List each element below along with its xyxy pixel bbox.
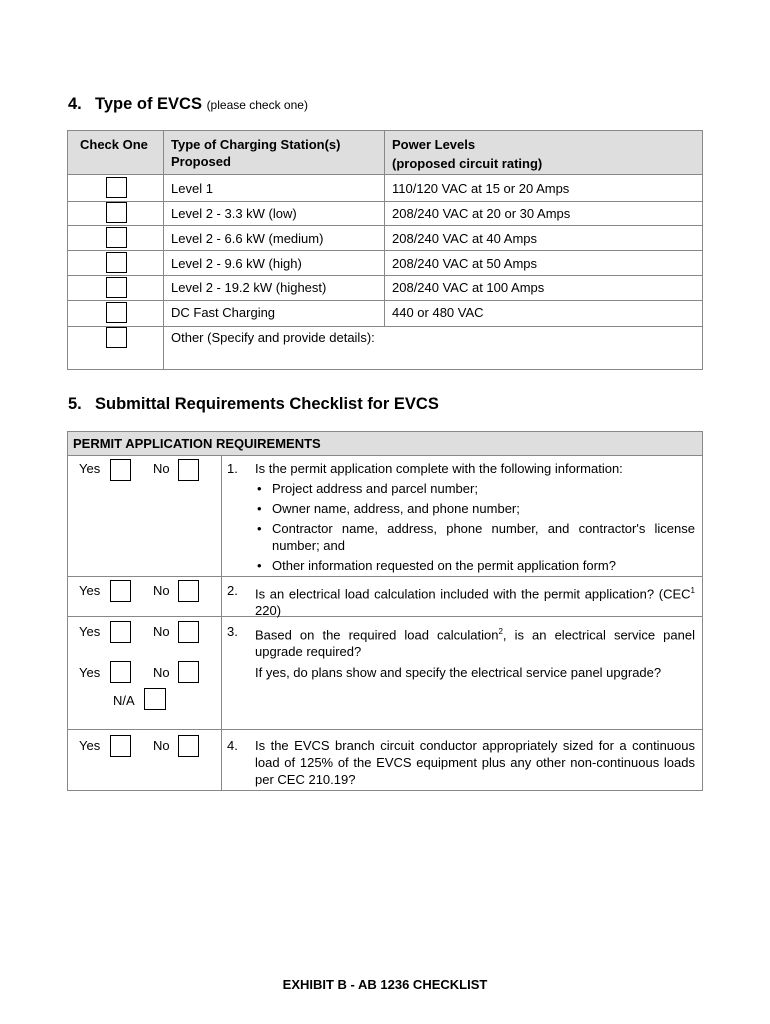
no-label: No: [153, 738, 170, 753]
permit-table-header: PERMIT APPLICATION REQUIREMENTS: [73, 436, 321, 451]
level-1-checkbox[interactable]: [106, 177, 127, 198]
power-level-cell: 208/240 VAC at 50 Amps: [392, 256, 538, 271]
list-item: • Contractor name, address, phone number, and contractor's license number; and: [255, 520, 695, 554]
item-3-followup-question: If yes, do plans show and specify the electrical service panel upgrade?: [255, 665, 662, 680]
no-label: No: [153, 665, 170, 680]
yes-label: Yes: [79, 624, 101, 639]
item-3-yes-checkbox[interactable]: [110, 621, 131, 643]
yes-label: Yes: [79, 461, 101, 476]
no-label: No: [153, 624, 170, 639]
station-type-cell: Level 2 - 19.2 kW (highest): [171, 280, 327, 295]
na-label: N/A: [113, 693, 135, 708]
power-level-cell: 208/240 VAC at 100 Amps: [392, 280, 545, 295]
station-type-cell: Level 1: [171, 181, 213, 196]
item-3-followup-yes-checkbox[interactable]: [110, 661, 131, 683]
dc-fast-charging-checkbox[interactable]: [106, 302, 127, 323]
yes-label: Yes: [79, 665, 101, 680]
item-2-question: [255, 582, 695, 619]
station-type-cell: Level 2 - 9.6 kW (high): [171, 256, 302, 271]
item-4-no-checkbox[interactable]: [178, 735, 199, 757]
section-4-note: (please check one): [206, 98, 308, 112]
item-3-text: Based on the required load calculation: [255, 627, 499, 643]
item-3-followup-no-checkbox[interactable]: [178, 661, 199, 683]
item-1-yes-checkbox[interactable]: [110, 459, 131, 481]
item-1-bullet-list: [255, 480, 695, 574]
station-type-cell: Level 2 - 3.3 kW (low): [171, 206, 297, 221]
item-3-text-end: , is an electrical service panel upgrade required?: [255, 627, 695, 660]
section-4-heading: [68, 95, 308, 114]
other-checkbox[interactable]: [106, 327, 127, 348]
list-item: • Owner name, address, and phone number;: [255, 500, 695, 517]
section-4-number: 4.: [68, 95, 82, 113]
level-2-low-checkbox[interactable]: [106, 202, 127, 223]
station-type-other-cell: Other (Specify and provide details):: [171, 330, 375, 345]
item-3-question: [255, 623, 695, 660]
header-station-type: Type of Charging Station(s) Proposed: [171, 137, 341, 169]
item-2-text-end: 220): [255, 603, 282, 619]
list-item: • Project address and parcel number;: [255, 480, 695, 497]
item-2-text: Is an electrical load calculation included with the permit application? (CEC: [255, 586, 691, 602]
yes-label: Yes: [79, 583, 101, 598]
yes-label: Yes: [79, 738, 101, 753]
station-type-cell: DC Fast Charging: [171, 305, 276, 320]
header-check-one: Check One: [80, 137, 148, 152]
page-footer: EXHIBIT B - AB 1236 CHECKLIST: [282, 977, 488, 992]
item-4-yes-checkbox[interactable]: [110, 735, 131, 757]
item-3-no-checkbox[interactable]: [178, 621, 199, 643]
footnote-2-marker: 2: [498, 627, 503, 636]
no-label: No: [153, 583, 170, 598]
power-level-cell: 208/240 VAC at 40 Amps: [392, 231, 538, 246]
permit-requirements-table: [67, 431, 703, 791]
item-2-number: 2.: [227, 583, 238, 598]
item-3-number: 3.: [227, 624, 238, 639]
item-3-na-checkbox[interactable]: [144, 688, 166, 710]
power-level-cell: 110/120 VAC at 15 or 20 Amps: [392, 181, 570, 196]
item-4-number: 4.: [227, 738, 238, 753]
header-power-levels: Power Levels: [392, 137, 476, 152]
station-type-cell: Level 2 - 6.6 kW (medium): [171, 231, 324, 246]
item-1-question: Is the permit application complete with the following information:: [255, 461, 623, 476]
power-level-cell: 440 or 480 VAC: [392, 305, 484, 320]
section-5-heading: [68, 395, 439, 414]
item-2-yes-checkbox[interactable]: [110, 580, 131, 602]
level-2-high-checkbox[interactable]: [106, 252, 127, 273]
footnote-1-marker: 1: [690, 586, 695, 595]
level-2-medium-checkbox[interactable]: [106, 227, 127, 248]
item-4-question: Is the EVCS branch circuit conductor appropriately sized for a continuous load of 125% of the EVCS equipment plus any other non-continuous loads per CEC 210.19?: [255, 738, 695, 787]
level-2-highest-checkbox[interactable]: [106, 277, 127, 298]
item-1-number: 1.: [227, 461, 238, 476]
section-4-title: Type of EVCS: [95, 95, 202, 113]
item-2-no-checkbox[interactable]: [178, 580, 199, 602]
power-level-cell: 208/240 VAC at 20 or 30 Amps: [392, 206, 571, 221]
header-circuit-rating: (proposed circuit rating): [392, 156, 543, 171]
section-5-number: 5.: [68, 395, 82, 413]
item-1-no-checkbox[interactable]: [178, 459, 199, 481]
list-item: • Other information requested on the permit application form?: [255, 557, 695, 574]
no-label: No: [153, 461, 170, 476]
evcs-type-table: [67, 130, 703, 370]
section-5-title: Submittal Requirements Checklist for EVCS: [95, 395, 439, 413]
